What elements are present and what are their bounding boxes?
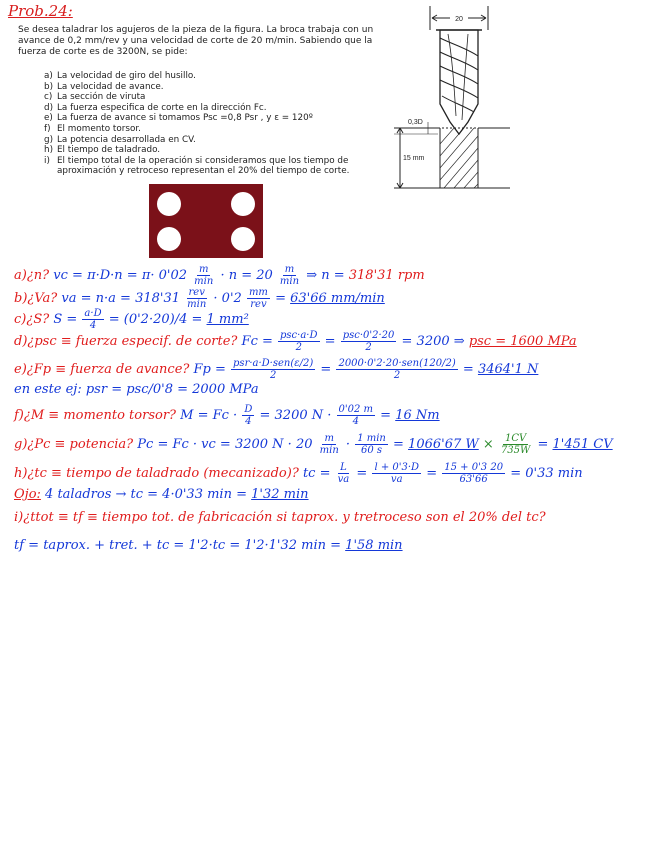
times-sign: × <box>482 437 494 452</box>
denominator: 735W <box>500 445 531 456</box>
fraction <box>336 358 457 381</box>
equation-text: = <box>324 334 336 349</box>
fraction <box>372 462 421 485</box>
problem-statement: Se desea taladrar los agujeros de la pieza de la figura. La broca trabaja con un avance de 0,2 mm/rev y una velocidad de corte de 20 m/min. Sabiendo que la fuerza de corte es de 3200N, se pide: <box>18 25 374 57</box>
dim-chamfer-label: 0,3D <box>408 119 423 126</box>
numerator: 1CV <box>505 433 527 444</box>
item-letter: f) <box>44 123 51 134</box>
denominator: va <box>390 474 403 485</box>
solution-line-e <box>14 358 538 381</box>
denominator: min <box>319 445 339 456</box>
result-value: 63'66 mm/min <box>290 291 385 306</box>
numerator: psr·a·D·sen(ε/2) <box>233 358 314 369</box>
result-value: 16 Nm <box>395 408 440 423</box>
equation-text: = 0'33 min <box>510 466 583 481</box>
equation-text: = <box>275 291 286 306</box>
solution-line-a <box>14 264 425 287</box>
equation-text: Pc = Fc · vc = 3200 N · 20 <box>137 437 313 452</box>
question-label: e)¿Fp ≡ fuerza de avance? <box>14 362 190 377</box>
hole-circle <box>231 227 255 251</box>
hole-circle <box>157 192 181 216</box>
fraction <box>442 462 505 485</box>
item-letter: g) <box>44 134 54 145</box>
fraction <box>231 358 315 381</box>
item-text: La velocidad de giro del husillo. <box>57 71 196 81</box>
numerator: m <box>284 264 295 275</box>
denominator: 60 s <box>361 445 383 456</box>
denominator: 2 <box>295 342 302 353</box>
numerator: 2000·0'2·20·sen(120/2) <box>338 358 456 369</box>
solution-line-f <box>14 404 440 427</box>
list-item <box>44 124 359 135</box>
equation-text: = (0'2·20)/4 = <box>108 312 203 327</box>
equation-text: = <box>393 437 404 452</box>
list-item <box>44 156 359 177</box>
numerator: psc·0'2·20 <box>342 330 395 341</box>
denominator: 2 <box>393 370 401 381</box>
equation-text: = 3200 ⇒ <box>401 334 465 349</box>
fraction <box>242 404 254 427</box>
denominator: va <box>337 474 350 485</box>
item-letter: e) <box>44 113 53 124</box>
equation-text: = <box>426 466 438 481</box>
item-text: La sección de viruta <box>57 92 146 103</box>
denominator: rev <box>250 299 267 310</box>
fraction <box>337 404 376 427</box>
numerator: L <box>340 462 347 473</box>
note-label: Ojo: <box>14 487 41 502</box>
item-text: El momento torsor. <box>57 123 141 134</box>
denominator: 2 <box>365 342 372 353</box>
equation-text: = 3200 N · <box>259 408 332 423</box>
list-item <box>44 113 359 124</box>
equation-text: · <box>345 437 351 452</box>
question-label: f)¿M ≡ momento torsor? <box>14 408 176 423</box>
solution-line-h <box>14 462 583 485</box>
solution-line-g <box>14 433 613 456</box>
result-value: 1'32 min <box>251 487 309 502</box>
list-item <box>44 71 359 82</box>
equation-text: Fc = <box>241 334 273 349</box>
fraction <box>278 330 319 353</box>
item-text: La potencia desarrollada en CV. <box>57 134 196 145</box>
fraction <box>355 433 388 456</box>
solution-line-i: i)¿ttot ≡ tf ≡ tiempo tot. de fabricación si taprox. y tretroceso son el 20% del tc? <box>14 510 546 525</box>
numerator: psc·a·D <box>280 330 318 341</box>
solution-line-d <box>14 330 577 353</box>
numerator: m <box>198 264 209 275</box>
list-item <box>44 103 359 114</box>
equation-text: = <box>320 362 332 377</box>
numerator: D <box>244 404 253 415</box>
fraction <box>278 264 301 287</box>
equation-text: = <box>537 437 549 452</box>
item-text: La velocidad de avance. <box>57 81 164 92</box>
fraction <box>336 462 352 485</box>
question-list <box>44 71 359 177</box>
list-item <box>44 145 359 156</box>
list-item <box>44 92 359 103</box>
dim-top-label: 20 <box>455 16 463 23</box>
workpiece-plate-image <box>149 184 263 258</box>
result-value: psc = 1600 MPa <box>468 334 577 349</box>
list-item <box>44 135 359 146</box>
solution-line-b <box>14 287 385 310</box>
equation-text: tf = taprox. + tret. + tc = 1'2·tc = 1'2·1'32 min = <box>14 538 342 553</box>
numerator: rev <box>188 287 205 298</box>
item-letter: i) <box>44 155 50 166</box>
item-letter: a) <box>44 71 53 81</box>
result-value: 1'451 CV <box>552 437 613 452</box>
fraction <box>247 287 270 310</box>
item-text: El tiempo total de la operación si consideramos que los tiempo de aproximación y retroceso representan el 20% del tiempo de corte. <box>57 155 350 177</box>
result-value: 1'58 min <box>345 538 403 553</box>
denominator: min <box>194 276 214 287</box>
denominator: 2 <box>269 370 277 381</box>
numerator: l + 0'3·D <box>374 462 420 473</box>
fraction <box>318 433 341 456</box>
solution-note-e: en este ej: psr = psc/0'8 = 2000 MPa <box>14 382 259 397</box>
item-letter: c) <box>44 92 53 103</box>
solution-line-c <box>14 308 249 331</box>
result-value: 3464'1 N <box>477 362 539 377</box>
fraction <box>82 308 103 331</box>
numerator: 0'02 m <box>338 404 374 415</box>
numerator: m <box>324 433 334 444</box>
item-letter: d) <box>44 102 54 113</box>
denominator: min <box>279 276 300 287</box>
question-label: d)¿psc ≡ fuerza especif. de corte? <box>14 334 238 349</box>
equation-text: M = Fc · <box>180 408 238 423</box>
result-value: 318'31 rpm <box>348 268 425 283</box>
question-label: a)¿n? <box>14 268 50 283</box>
equation-text: Fp = <box>193 362 226 377</box>
drill-figure <box>388 4 512 194</box>
question-label: c)¿S? <box>14 312 50 327</box>
problem-title: Prob.24: <box>8 2 73 20</box>
equation-text: S = <box>53 312 78 327</box>
equation-text: = <box>380 408 392 423</box>
solution-line-i-equation <box>14 538 403 554</box>
denominator: 63'66 <box>459 474 488 485</box>
question-label: b)¿Va? <box>14 291 58 306</box>
item-text: La fuerza de avance si tomamos Psc =0,8 Psr , y ε = 120º <box>57 113 313 124</box>
denominator: 4 <box>352 416 359 427</box>
item-text: La fuerza especifica de corte en la dirección Fc. <box>57 102 267 113</box>
fraction <box>341 330 397 353</box>
question-label: g)¿Pc ≡ potencia? <box>14 437 134 452</box>
fraction <box>185 287 208 310</box>
conversion-fraction <box>499 433 532 456</box>
solution-note-h <box>14 487 309 503</box>
equation-text: 4 taladros → tc = 4·0'33 min = <box>45 487 247 502</box>
denominator: 4 <box>245 416 252 427</box>
numerator: a·D <box>84 308 102 319</box>
result-value: 1066'67 W <box>408 437 479 452</box>
question-label: h)¿tc ≡ tiempo de taladrado (mecanizado)? <box>14 466 299 481</box>
equation-text: = <box>462 362 474 377</box>
equation-text: · n = 20 <box>220 268 273 283</box>
denominator: min <box>187 299 207 310</box>
equation-text: vc = π·D·n = π· 0'02 <box>53 268 188 283</box>
denominator: 4 <box>89 320 97 331</box>
equation-text: tc = <box>302 466 331 481</box>
equation-text: ⇒ n = <box>306 268 345 283</box>
equation-text: · 0'2 <box>213 291 242 306</box>
list-item <box>44 82 359 93</box>
item-letter: h) <box>44 145 54 156</box>
numerator: 15 + 0'3 20 <box>444 462 504 473</box>
fraction <box>192 264 215 287</box>
equation-text: = <box>356 466 368 481</box>
hole-circle <box>231 192 255 216</box>
hole-circle <box>157 227 181 251</box>
dim-depth-label: 15 mm <box>403 155 425 162</box>
equation-text: va = n·a = 318'31 <box>61 291 181 306</box>
result-value: 1 mm² <box>206 312 249 327</box>
item-text: El tiempo de taladrado. <box>57 145 161 156</box>
numerator: mm <box>248 287 268 298</box>
numerator: 1 min <box>357 433 386 444</box>
item-letter: b) <box>44 81 54 92</box>
